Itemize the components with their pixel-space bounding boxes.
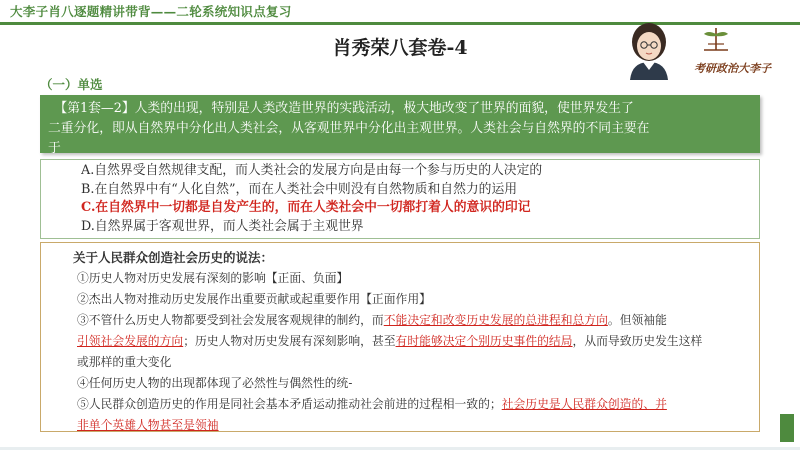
- page-marker: [780, 414, 794, 442]
- question-line: 【第1套—2】人类的出现，特别是人类改造世界的实践活动，极大地改变了世界的面貌，使世界发生了: [48, 101, 634, 116]
- option-b: B.在自然界中有“人化自然”，而在人类社会中则没有自然物质和自然力的运用: [81, 181, 518, 197]
- highlight-run: 有时能够决定个别历史事件的结局: [395, 334, 573, 348]
- explanation-point-4: ④任何历史人物的出现都体现了必然性与偶然性的统-: [77, 376, 353, 390]
- highlight-run: 社会历史是人民群众创造的、并: [501, 397, 667, 411]
- option-c-correct: C.在自然界中一切都是自发产生的，而在人类社会中一切都打着人的意识的印记: [81, 200, 531, 215]
- explanation-point-5-line-2: [77, 415, 723, 436]
- highlight-run: 不能决定和改变历史发展的总进程和总方向: [383, 313, 608, 327]
- option-a: A.自然界受自然规律支配，而人类社会的发展方向是由每一个参与历史的人决定的: [81, 163, 543, 178]
- highlight-run: 非单个英雄人物甚至是领袖: [77, 418, 219, 432]
- text-run: ⑤人民群众创造历史的作用是同社会基本矛盾运动推动社会前进的过程相一致的；: [77, 397, 502, 411]
- question-line: 二重分化，即从自然界中分化出人类社会，从客观世界中分化出主观世界。人类社会与自然界的不同主要在: [48, 121, 650, 136]
- explanation-point-3-line-1: [77, 310, 723, 331]
- question-box: [40, 95, 760, 156]
- text-run: 。但领袖能: [607, 313, 667, 327]
- options-box: [40, 159, 760, 239]
- text-run: ；历史人物对历史发展有深刻影响，甚至: [183, 334, 396, 348]
- page-title: 肖秀荣八套卷-4: [332, 37, 468, 59]
- highlight-run: 引领社会发展的方向: [77, 334, 184, 348]
- explanation-point-5-line-1: [77, 394, 723, 415]
- explanation-heading: 关于人民群众创造社会历史的说法：: [73, 250, 274, 265]
- series-title: 大李子肖八逐题精讲带背——二轮系统知识点复习: [10, 4, 292, 19]
- avatar-illustration: [622, 18, 676, 80]
- option-d: D.自然界属于客观世界，而人类社会属于主观世界: [81, 218, 364, 234]
- leaf-logo-icon: [696, 24, 736, 54]
- question-line: 于: [48, 141, 61, 156]
- text-run: ，从而导致历史发生这样: [572, 334, 703, 348]
- logo-text: 考研政治大李子: [694, 62, 771, 75]
- explanation-point-2: ②杰出人物对推动历史发展作出重要贡献或起重要作用【正面作用】: [77, 292, 431, 306]
- section-label: （一）单选: [40, 77, 103, 92]
- explanation-point-3-line-3: 或那样的重大变化: [77, 355, 172, 369]
- explanation-box: [40, 242, 760, 432]
- text-run: ③不管什么历史人物都要受到社会发展客观规律的制约，而: [77, 313, 384, 327]
- explanation-point-1: ①历史人物对历史发展有深刻的影响【正面、负面】: [77, 271, 349, 285]
- brand-logo: [622, 18, 782, 80]
- explanation-point-3-line-2: [77, 331, 723, 352]
